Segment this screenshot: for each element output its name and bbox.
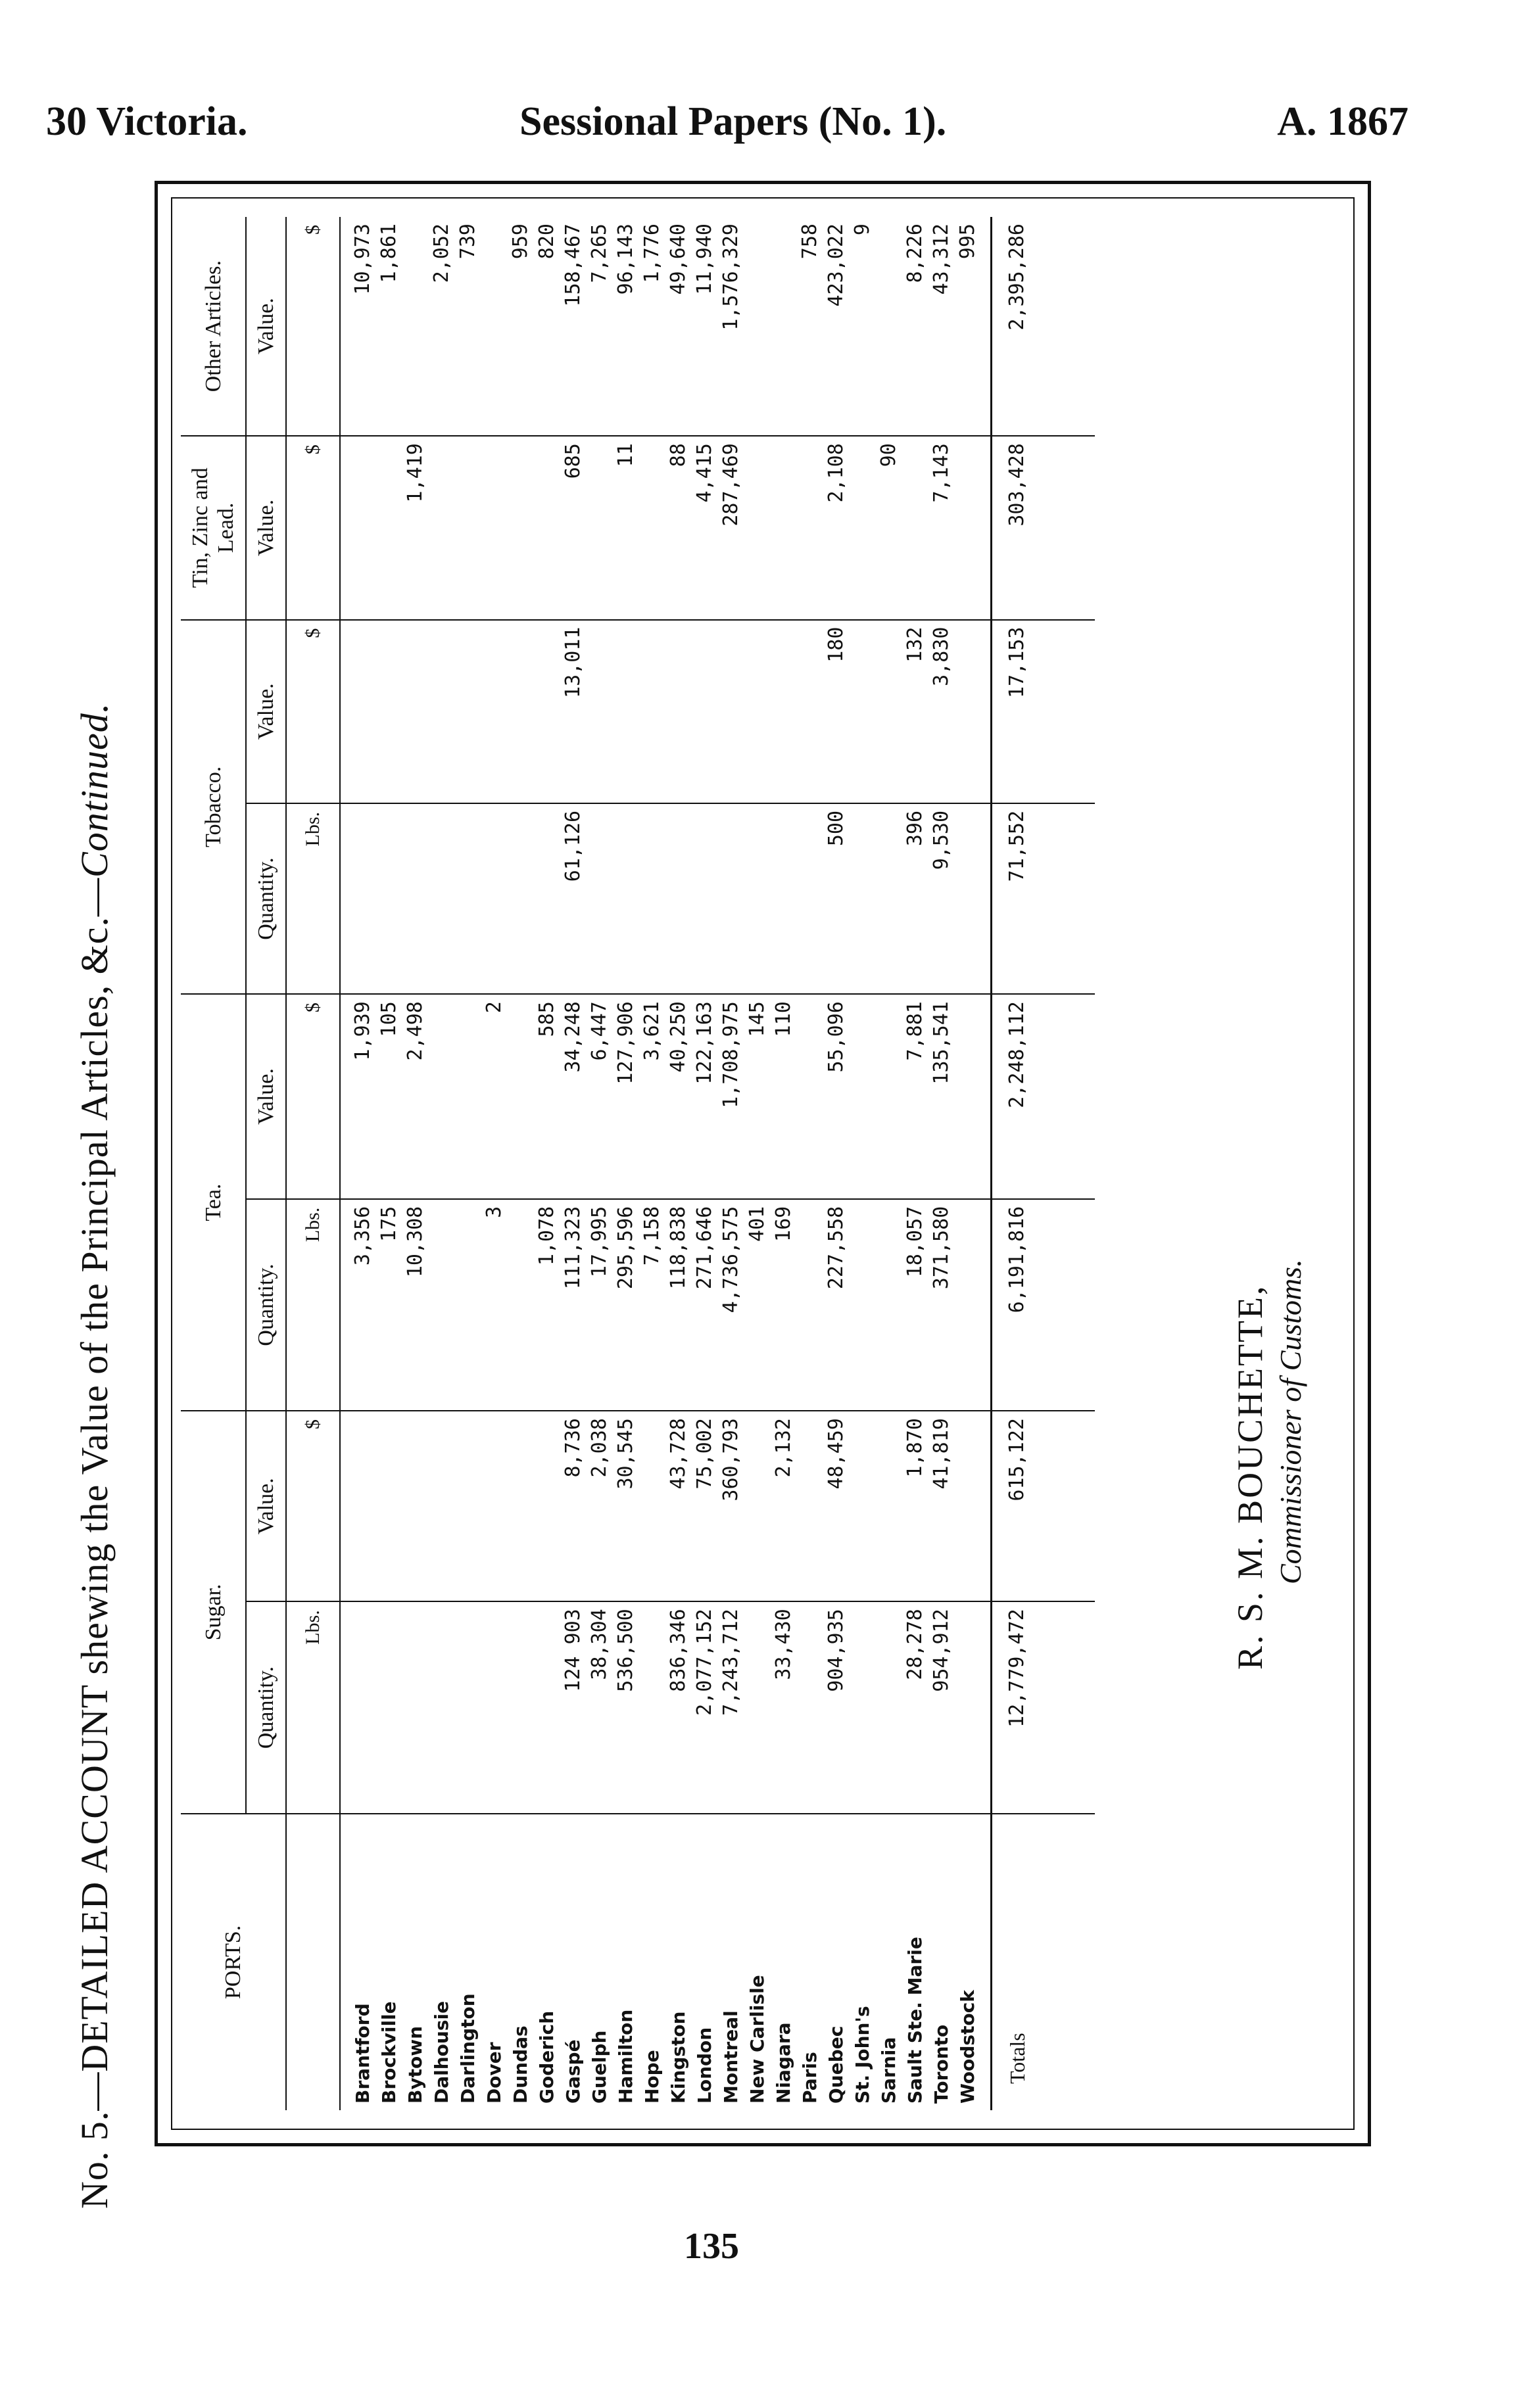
sugar-qty: 536,500 (613, 1601, 639, 1813)
tobacco-qty (587, 803, 613, 994)
col-sugar-value: Value. (246, 1411, 286, 1601)
tea-qty: 175 (376, 1199, 402, 1411)
sugar-qty: 836,346 (665, 1601, 692, 1813)
tobacco-val (455, 620, 481, 803)
sugar-val: 41,819 (928, 1411, 955, 1601)
tea-qty: 111,323 (560, 1199, 587, 1411)
other-val: 758 (798, 224, 822, 260)
sugar-qty: 38,304 (587, 1601, 613, 1813)
tea-val: 145 (744, 994, 771, 1199)
tobacco-qty (876, 803, 902, 994)
tea-qty: 3 (481, 1199, 508, 1411)
sugar-val: 360,793 (718, 1411, 744, 1601)
sugar-qty (639, 1601, 665, 1813)
other-val: 1,576,329 (719, 224, 743, 331)
tea-val: 2,498 (402, 994, 429, 1199)
port-name: Toronto (928, 1814, 955, 2110)
tin-val (534, 436, 560, 619)
spacer-row (340, 217, 350, 2110)
table-caption (72, 703, 116, 2209)
unit-other-val: $ (286, 217, 340, 436)
tobacco-val: 132 (902, 620, 928, 803)
col-tea-value: Value. (246, 994, 286, 1199)
total-tin-val: 303,428 (992, 436, 1043, 619)
sugar-qty (876, 1601, 902, 1813)
tin-val: 1,419 (402, 436, 429, 619)
table-row (455, 217, 481, 2110)
other-val: 8,226 (903, 224, 927, 283)
signature-title: Commissioner of Customs. (1274, 1259, 1307, 1584)
tea-qty: 271,646 (692, 1199, 718, 1411)
port-name: Guelph (587, 1814, 613, 2110)
table-row (771, 217, 797, 2110)
tobacco-val (797, 620, 823, 803)
tobacco-val (613, 620, 639, 803)
sugar-val (481, 1411, 508, 1601)
port-name: Dover (481, 1814, 508, 2110)
tin-val: 88 (665, 436, 692, 619)
tobacco-val (429, 620, 455, 803)
sugar-qty (481, 1601, 508, 1813)
tea-qty: 371,580 (928, 1199, 955, 1411)
tobacco-qty (771, 803, 797, 994)
sugar-val: 43,728 (665, 1411, 692, 1601)
tea-qty: 7,158 (639, 1199, 665, 1411)
col-ports: PORTS. (181, 1814, 286, 2110)
tobacco-qty: 396 (902, 803, 928, 994)
sugar-val: 2,132 (771, 1411, 797, 1601)
table-row (928, 217, 955, 2110)
sugar-qty (850, 1601, 876, 1813)
tin-val (508, 436, 534, 619)
table-row (718, 217, 744, 2110)
other-val: 7,265 (588, 224, 612, 283)
signature-name: R. S. M. BOUCHETTE, (1230, 1284, 1270, 1670)
tea-qty: 169 (771, 1199, 797, 1411)
tea-val: 3,621 (639, 994, 665, 1199)
tobacco-qty (350, 803, 376, 994)
table-row (744, 217, 771, 2110)
sugar-val (797, 1411, 823, 1601)
tea-val (429, 994, 455, 1199)
tea-val: 122,163 (692, 994, 718, 1199)
tin-val (455, 436, 481, 619)
other-val (481, 217, 508, 436)
port-name: Paris (797, 1814, 823, 2110)
tobacco-val (955, 620, 981, 803)
tobacco-qty: 9,530 (928, 803, 955, 994)
tin-val (850, 436, 876, 619)
sugar-val (850, 1411, 876, 1601)
tin-val (376, 436, 402, 619)
tin-val (587, 436, 613, 619)
total-tobacco-qty: 71,552 (992, 803, 1043, 994)
tin-val: 11 (613, 436, 639, 619)
tobacco-qty: 61,126 (560, 803, 587, 994)
header-title: Sessional Papers (No. 1). (519, 99, 947, 144)
ports-table (181, 217, 1095, 2110)
port-name: Sarnia (876, 1814, 902, 2110)
unit-tea-qty: Lbs. (286, 1199, 340, 1411)
sugar-val (350, 1411, 376, 1601)
tobacco-val (376, 620, 402, 803)
port-name: Brockville (376, 1814, 402, 2110)
tea-val (508, 994, 534, 1199)
tea-qty: 10,308 (402, 1199, 429, 1411)
sugar-val (429, 1411, 455, 1601)
port-name: Goderich (534, 1814, 560, 2110)
sugar-qty: 33,430 (771, 1601, 797, 1813)
col-tin-value: Value. (246, 436, 286, 619)
other-val: 10,973 (351, 224, 375, 295)
tin-val (350, 436, 376, 619)
tea-qty: 4,736,575 (718, 1199, 744, 1411)
col-other-value: Value. (246, 217, 286, 436)
port-name: Quebec (823, 1814, 850, 2110)
other-val (771, 217, 797, 436)
table-row (665, 217, 692, 2110)
tobacco-val: 180 (823, 620, 850, 803)
caption-continued: Continued. (73, 702, 116, 878)
header-row-groups (181, 217, 246, 2110)
port-name: Sault Ste. Marie (902, 1814, 928, 2110)
tobacco-qty (613, 803, 639, 994)
tin-val (797, 436, 823, 619)
col-group-other: Other Articles. (181, 217, 246, 436)
sugar-qty (797, 1601, 823, 1813)
sugar-val (376, 1411, 402, 1601)
tobacco-val (876, 620, 902, 803)
table-body (286, 217, 981, 2110)
tea-qty: 295,596 (613, 1199, 639, 1411)
tin-val: 685 (560, 436, 587, 619)
sugar-val (876, 1411, 902, 1601)
tobacco-val (850, 620, 876, 803)
tobacco-val (534, 620, 560, 803)
tea-val (850, 994, 876, 1199)
table-row (797, 217, 823, 2110)
tobacco-qty (402, 803, 429, 994)
other-val: 49,640 (667, 224, 690, 295)
tea-qty (508, 1199, 534, 1411)
other-val: 423,022 (825, 224, 848, 307)
table-row (429, 217, 455, 2110)
sugar-val: 8,736 (560, 1411, 587, 1601)
other-val: 995 (956, 224, 980, 260)
tea-qty: 17,995 (587, 1199, 613, 1411)
other-val: 9 (851, 224, 875, 236)
tobacco-val (718, 620, 744, 803)
sugar-val: 48,459 (823, 1411, 850, 1601)
tobacco-qty (481, 803, 508, 994)
tea-qty (455, 1199, 481, 1411)
other-val (876, 217, 902, 436)
table-row (639, 217, 665, 2110)
tea-qty: 1,078 (534, 1199, 560, 1411)
totals-label: Totals (992, 1814, 1043, 2110)
sugar-val: 2,038 (587, 1411, 613, 1601)
unit-sugar-qty: Lbs. (286, 1601, 340, 1813)
total-tea-qty: 6,191,816 (992, 1199, 1043, 1411)
total-sugar-val: 615,122 (992, 1411, 1043, 1601)
sugar-val (639, 1411, 665, 1601)
totals-row (992, 217, 1043, 2110)
col-group-tobacco: Tobacco. (181, 620, 246, 995)
total-tobacco-val: 17,153 (992, 620, 1043, 803)
other-val: 820 (535, 224, 559, 260)
sugar-qty (455, 1601, 481, 1813)
tin-val (771, 436, 797, 619)
table-row (508, 217, 534, 2110)
table-row (876, 217, 902, 2110)
sugar-val: 75,002 (692, 1411, 718, 1601)
tea-qty: 18,057 (902, 1199, 928, 1411)
tea-val: 34,248 (560, 994, 587, 1199)
tea-qty (797, 1199, 823, 1411)
tin-val: 7,143 (928, 436, 955, 619)
tobacco-qty (534, 803, 560, 994)
total-sugar-qty: 12,779,472 (992, 1601, 1043, 1813)
table-row (402, 217, 429, 2110)
tin-val (955, 436, 981, 619)
sugar-qty: 7,243,712 (718, 1601, 744, 1813)
other-val: 2,052 (430, 224, 454, 283)
tea-val: 127,906 (613, 994, 639, 1199)
other-val: 1,861 (377, 224, 401, 283)
sugar-qty (429, 1601, 455, 1813)
sugar-qty: 954,912 (928, 1601, 955, 1813)
tobacco-val (665, 620, 692, 803)
sugar-qty (508, 1601, 534, 1813)
units-ports (286, 1814, 340, 2110)
unit-tobacco-val: $ (286, 620, 340, 803)
port-name: Gaspé (560, 1814, 587, 2110)
sugar-qty (534, 1601, 560, 1813)
table-row (560, 217, 587, 2110)
unit-tea-val: $ (286, 994, 340, 1199)
col-group-tin: Tin, Zinc and Lead. (181, 436, 246, 619)
tea-qty: 227,558 (823, 1199, 850, 1411)
unit-sugar-val: $ (286, 1411, 340, 1601)
port-name: Brantford (350, 1814, 376, 2110)
tobacco-val (587, 620, 613, 803)
tobacco-val (771, 620, 797, 803)
other-val: 43,312 (930, 224, 953, 295)
total-tea-val: 2,248,112 (992, 994, 1043, 1199)
sugar-val (508, 1411, 534, 1601)
tobacco-qty (797, 803, 823, 994)
table-row (376, 217, 402, 2110)
sugar-qty: 2,077,152 (692, 1601, 718, 1813)
tea-val: 1,939 (350, 994, 376, 1199)
tea-val (876, 994, 902, 1199)
tobacco-qty (665, 803, 692, 994)
col-tobacco-value: Value. (246, 620, 286, 803)
tobacco-val: 3,830 (928, 620, 955, 803)
tobacco-val (744, 620, 771, 803)
sugar-qty (744, 1601, 771, 1813)
header-session: 30 Victoria. (46, 99, 248, 144)
tea-val: 105 (376, 994, 402, 1199)
tin-val: 287,469 (718, 436, 744, 619)
tobacco-val (692, 620, 718, 803)
tea-val: 135,541 (928, 994, 955, 1199)
sugar-val: 1,870 (902, 1411, 928, 1601)
tobacco-val (402, 620, 429, 803)
tin-val: 4,415 (692, 436, 718, 619)
other-val: 96,143 (614, 224, 638, 295)
tea-val (797, 994, 823, 1199)
tea-qty: 401 (744, 1199, 771, 1411)
col-group-sugar: Sugar. (181, 1411, 246, 1814)
port-name: Bytown (402, 1814, 429, 2110)
table-row (534, 217, 560, 2110)
spacer-row-end (981, 217, 992, 2110)
tea-val: 40,250 (665, 994, 692, 1199)
tin-val: 2,108 (823, 436, 850, 619)
port-name: Darlington (455, 1814, 481, 2110)
tobacco-val (481, 620, 508, 803)
tea-val: 585 (534, 994, 560, 1199)
bottom-row (1042, 217, 1095, 2110)
table-row (902, 217, 928, 2110)
port-name: Hamilton (613, 1814, 639, 2110)
col-tea-quantity: Quantity. (246, 1199, 286, 1411)
table-row (692, 217, 718, 2110)
col-sugar-quantity: Quantity. (246, 1601, 286, 1813)
tea-val: 1,708,975 (718, 994, 744, 1199)
tin-val (744, 436, 771, 619)
sugar-qty (402, 1601, 429, 1813)
table-row (587, 217, 613, 2110)
tea-val (955, 994, 981, 1199)
tobacco-val: 13,011 (560, 620, 587, 803)
sugar-val (402, 1411, 429, 1601)
unit-tin-val: $ (286, 436, 340, 619)
sugar-qty: 124 903 (560, 1601, 587, 1813)
tea-qty (876, 1199, 902, 1411)
port-name: Kingston (665, 1814, 692, 2110)
sugar-val (455, 1411, 481, 1601)
port-name: Niagara (771, 1814, 797, 2110)
tea-qty: 3,356 (350, 1199, 376, 1411)
sugar-val (534, 1411, 560, 1601)
tin-val (902, 436, 928, 619)
tobacco-qty (455, 803, 481, 994)
port-name: Dalhousie (429, 1814, 455, 2110)
table-row (350, 217, 376, 2110)
table-row (850, 217, 876, 2110)
other-val: 11,940 (693, 224, 717, 295)
col-group-tea: Tea. (181, 994, 246, 1411)
page-number: 135 (684, 2226, 739, 2267)
tea-val: 6,447 (587, 994, 613, 1199)
units-row (286, 217, 340, 2110)
caption-main: No. 5.—DETAILED ACCOUNT shewing the Value of the Principal Articles, &c.— (73, 877, 116, 2209)
tobacco-qty (429, 803, 455, 994)
sugar-qty (350, 1601, 376, 1813)
table-row (481, 217, 508, 2110)
tin-val (639, 436, 665, 619)
tobacco-val (350, 620, 376, 803)
tobacco-qty (850, 803, 876, 994)
other-val: 739 (456, 224, 480, 260)
tobacco-qty (744, 803, 771, 994)
tobacco-val (508, 620, 534, 803)
total-other-val: 2,395,286 (992, 217, 1043, 436)
tin-val: 90 (876, 436, 902, 619)
tea-val: 110 (771, 994, 797, 1199)
sugar-val (955, 1411, 981, 1601)
port-name: New Carlisle (744, 1814, 771, 2110)
sugar-val (744, 1411, 771, 1601)
tea-qty (955, 1199, 981, 1411)
unit-tobacco-qty: Lbs. (286, 803, 340, 994)
tin-val (429, 436, 455, 619)
tea-val: 55,096 (823, 994, 850, 1199)
other-val: 158,467 (562, 224, 585, 307)
tobacco-qty: 500 (823, 803, 850, 994)
port-name: Hope (639, 1814, 665, 2110)
sugar-qty (376, 1601, 402, 1813)
tobacco-qty (508, 803, 534, 994)
port-name: Dundas (508, 1814, 534, 2110)
rotated-table-wrapper (181, 217, 1364, 2110)
sugar-val: 30,545 (613, 1411, 639, 1601)
other-val (744, 217, 771, 436)
tea-qty: 118,838 (665, 1199, 692, 1411)
table-row (823, 217, 850, 2110)
tobacco-qty (955, 803, 981, 994)
port-name: London (692, 1814, 718, 2110)
tobacco-qty (718, 803, 744, 994)
tobacco-qty (639, 803, 665, 994)
other-val: 959 (509, 224, 533, 260)
table-row (613, 217, 639, 2110)
other-val (402, 217, 429, 436)
tobacco-qty (376, 803, 402, 994)
sugar-qty (955, 1601, 981, 1813)
port-name: Woodstock (955, 1814, 981, 2110)
port-name: St. John's (850, 1814, 876, 2110)
sugar-qty: 28,278 (902, 1601, 928, 1813)
sugar-qty: 904,935 (823, 1601, 850, 1813)
tea-val (455, 994, 481, 1199)
tea-val: 2 (481, 994, 508, 1199)
other-val: 1,776 (640, 224, 664, 283)
col-tobacco-quantity: Quantity. (246, 803, 286, 994)
header-year: A. 1867 (1277, 99, 1409, 144)
tin-val (481, 436, 508, 619)
tobacco-val (639, 620, 665, 803)
tobacco-qty (692, 803, 718, 994)
table-row (955, 217, 981, 2110)
tea-qty (850, 1199, 876, 1411)
tea-val: 7,881 (902, 994, 928, 1199)
signature-block (1230, 1259, 1307, 1670)
port-name: Montreal (718, 1814, 744, 2110)
tea-qty (429, 1199, 455, 1411)
